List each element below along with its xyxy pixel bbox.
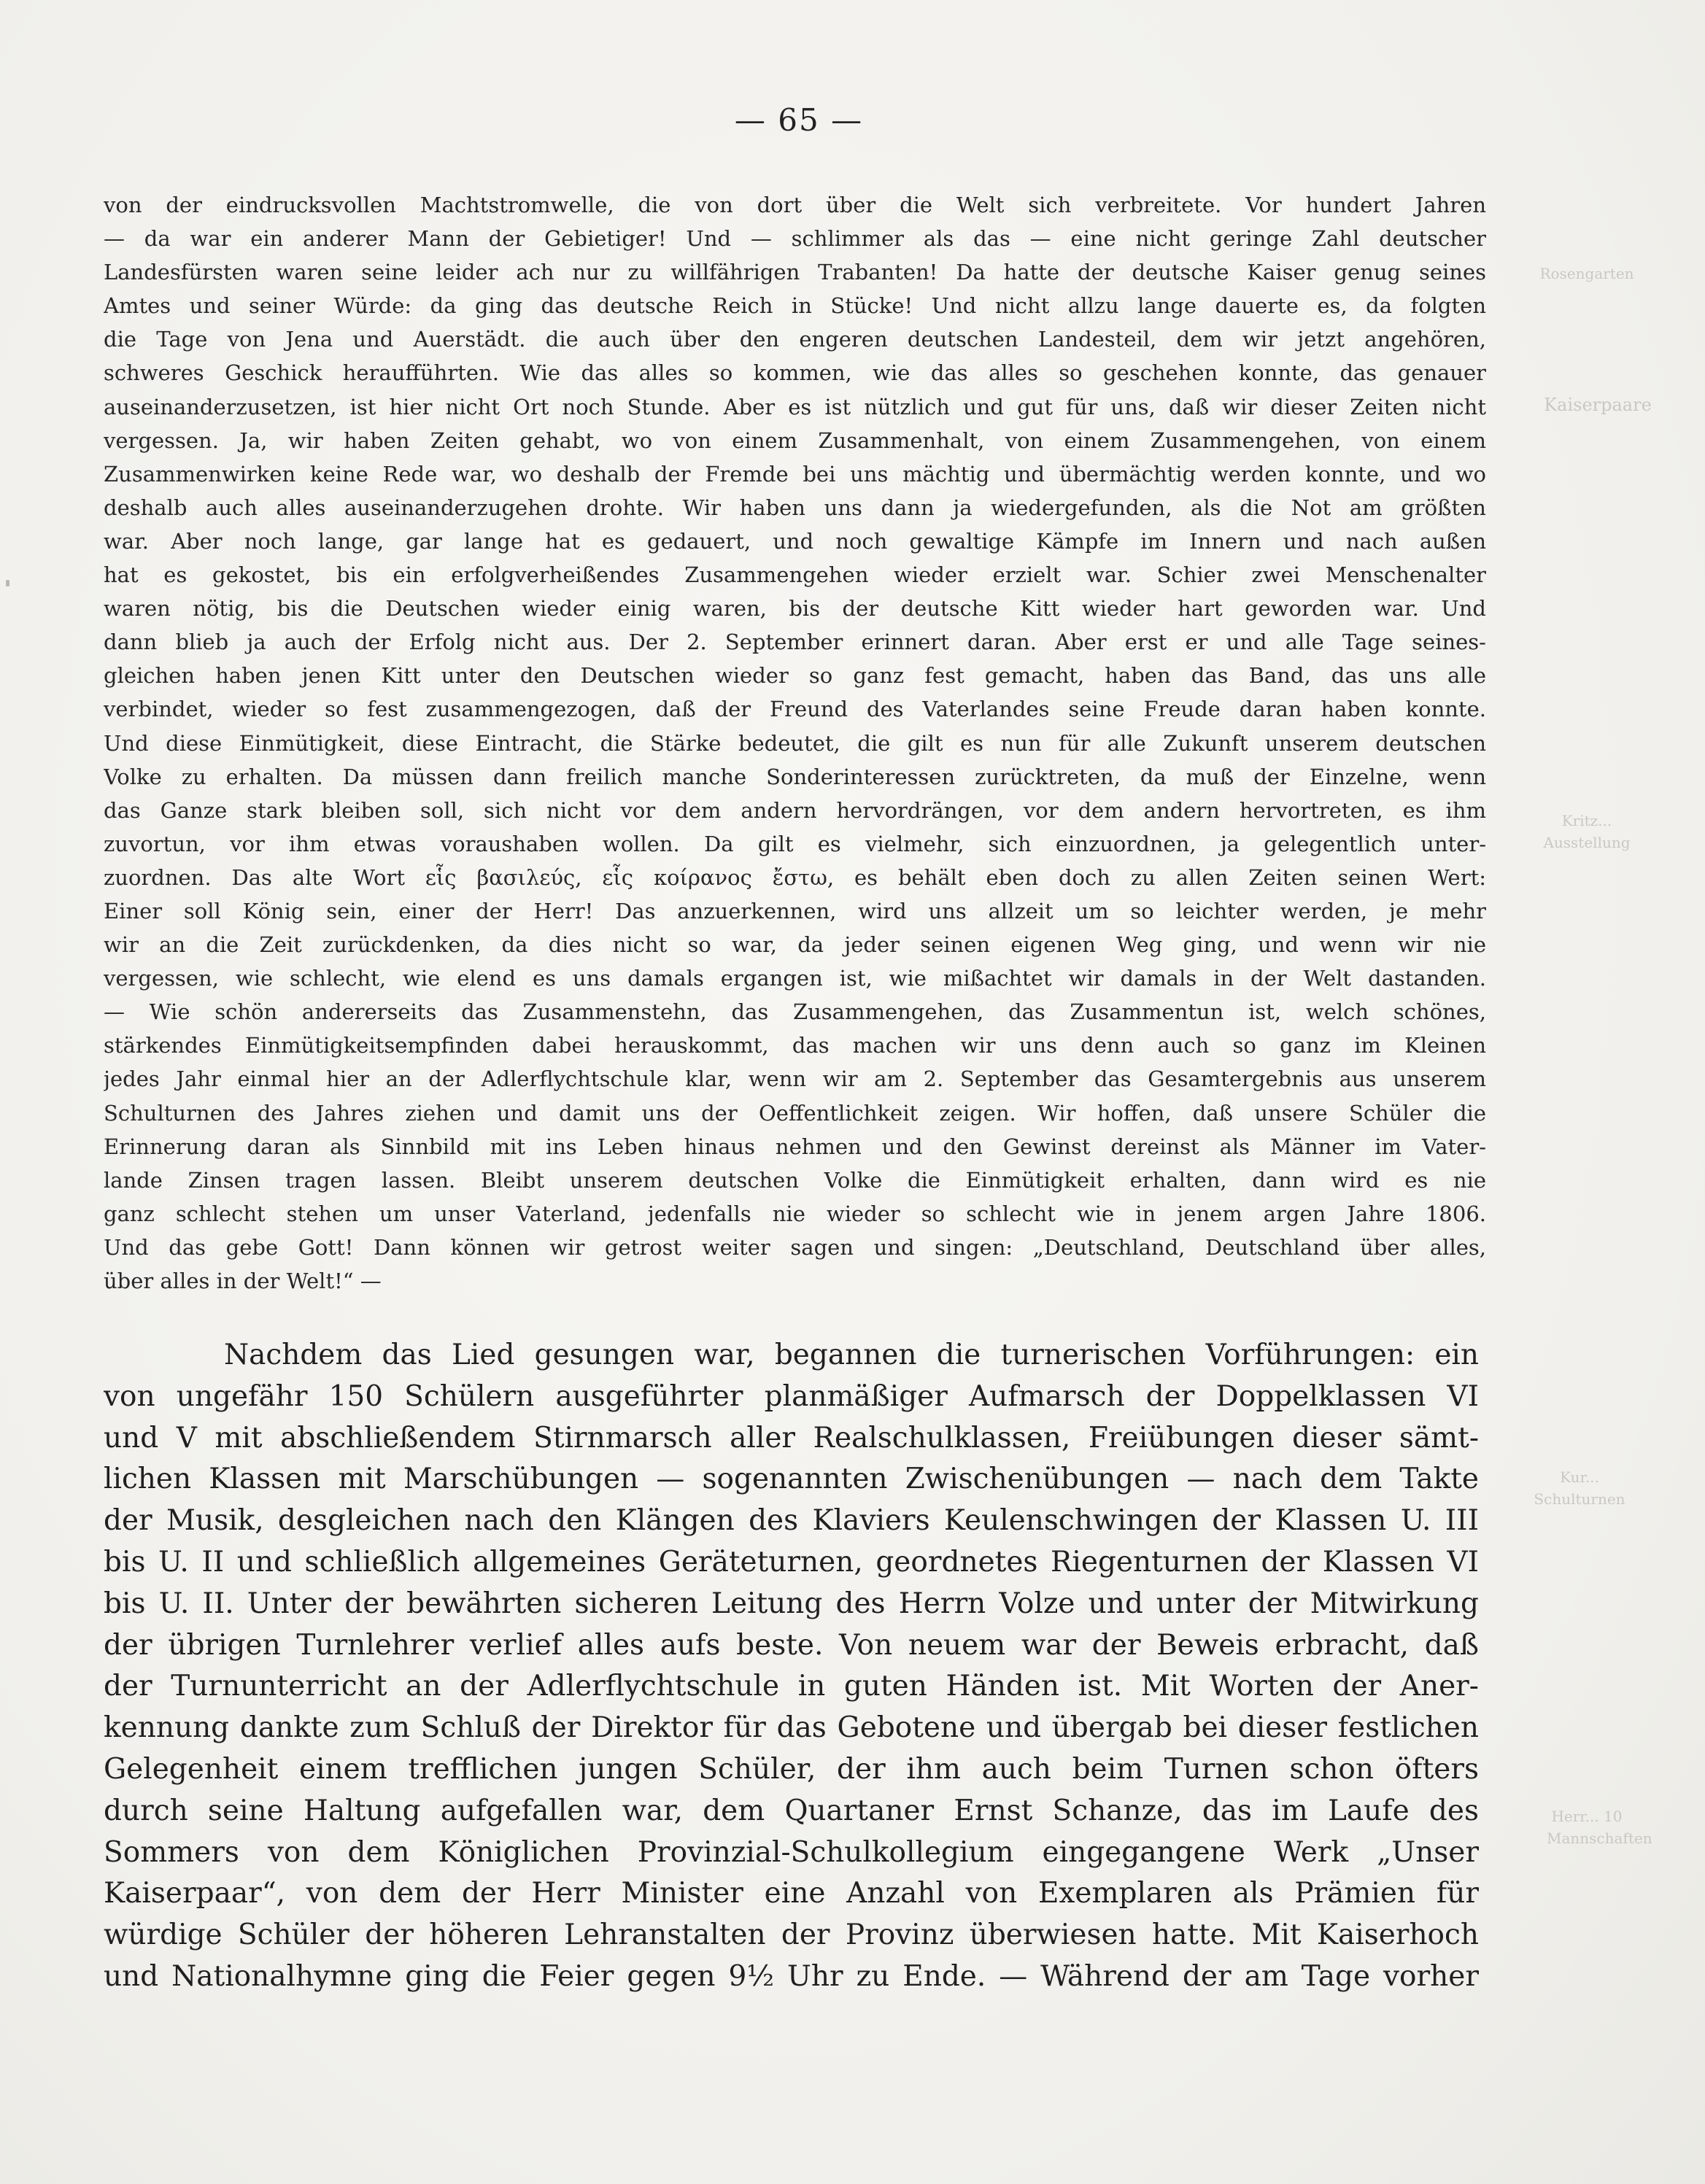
speech-line: über alles in der Welt!“ — [104,1269,382,1293]
speech-line: Und diese Einmütigkeit, diese Eintracht, die Stärke bedeutet, die gilt es nun für alle Zukunft unserem deutschen [104,730,1486,756]
speech-line: — da war ein anderer Mann der Gebietiger! Und — schlimmer als das — eine nicht geringe Zahl deutscher [104,226,1486,252]
report-line: kennung dankte zum Schluß der Direktor für das Gebotene und übergab bei dieser festlichen [104,1711,1479,1745]
speech-line: Amtes und seiner Würde: da ging das deutsche Reich in Stücke! Und nicht allzu lange dauerte es, da folgten [104,293,1486,319]
speech-line: von der eindrucksvollen Machtstromwelle, die von dort über die Welt sich verbreitete. Vor hundert Jahren [104,193,1486,217]
speech-line: die Tage von Jena und Auerstädt. die auch über den engeren deutschen Landesteil, dem wir jetzt angehören, [104,327,1486,352]
report-line: Nachdem das Lied gesungen war, begannen die turnerischen Vorführungen: ein [224,1339,1479,1371]
speech-line: Volke zu erhalten. Da müssen dann freilich manche Sonderinteressen zurücktreten, da muß der Einzelne, wenn [104,764,1486,789]
bleed-through-text: Herr... 10 Mannschaften [1547,1808,1652,1847]
speech-line: Zusammenwirken keine Rede war, wo deshalb der Fremde bei uns mächtig und übermächtig werden konnte, und wo [104,461,1486,487]
report-line: bis U. II. Unter der bewährten sicheren Leitung des Herrn Volze und unter der Mitwirkung [104,1587,1479,1620]
speech-line: vergessen. Ja, wir haben Zeiten gehabt, wo von einem Zusammenhalt, von einem Zusammengehen, von einem [104,427,1486,453]
speech-line: jedes Jahr einmal hier an der Adlerflychtschule klar, wenn wir am 2. September das Gesamtergebnis aus unserem [104,1066,1486,1092]
bleed-through-text: Kaiserpaare [1544,395,1652,415]
report-paragraph [104,1335,1479,1998]
speech-line: — Wie schön andererseits das Zusammenstehn, das Zusammengehen, das Zusammentun ist, welch schönes, [104,999,1486,1025]
report-line: würdige Schüler der höheren Lehranstalten der Provinz überwiesen hatte. Mit Kaiserhoch [104,1918,1479,1952]
report-line: und V mit abschließendem Stirnmarsch aller Realschulklassen, Freiübungen dieser sämt- [104,1421,1479,1455]
speech-line: stärkendes Einmütigkeitsempfinden dabei herauskommt, das machen wir uns denn auch so ganz im Kleinen [104,1033,1486,1058]
report-line: und Nationalhymne ging die Feier gegen 9½ Uhr zu Ende. — Während der am Tage vorher [104,1959,1479,1993]
speech-line: Und das gebe Gott! Dann können wir getrost weiter sagen und singen: „Deutschland, Deutschland über alles, [104,1234,1486,1260]
report-line: der Musik, desgleichen nach den Klängen des Klaviers Keulenschwingen der Klassen U. III [104,1504,1479,1538]
speech-line: Landesfürsten waren seine leider ach nur zu willfährigen Trabanten! Da hatte der deutsche Kaiser genug seines [104,260,1486,285]
report-line: von ungefähr 150 Schülern ausgeführter planmäßiger Aufmarsch der Doppelklassen VI [104,1379,1479,1413]
report-line: Kaiserpaar“, von dem der Herr Minister eine Anzahl von Exemplaren als Prämien für [104,1877,1479,1910]
speech-line: auseinanderzusetzen, ist hier nicht Ort noch Stunde. Aber es ist nützlich und gut für uns, daß wir dieser Zeiten nicht [104,394,1486,419]
speech-line: schweres Geschick heraufführten. Wie das alles so kommen, wie das alles so geschehen konnte, das genauer [104,360,1486,386]
report-line: der übrigen Turnlehrer verlief alles aufs beste. Von neuem war der Beweis erbracht, daß [104,1628,1479,1662]
speech-line: dann blieb ja auch der Erfolg nicht aus. Der 2. September erinnert daran. Aber erst er und alle Tage seines- [104,630,1486,655]
speech-line: zuordnen. Das alte Wort εἷς βασιλεύς, εἷς κοίρανος ἔστω, es behält eben doch zu allen Zeiten seinen Wert: [104,864,1486,890]
speech-line: waren nötig, bis die Deutschen wieder einig waren, bis der deutsche Kitt wieder hart geworden war. Und [104,596,1486,621]
report-line: Sommers von dem Königlichen Provinzial-Schulkollegium eingegangene Werk „Unser [104,1835,1479,1869]
page-number: — 65 — [734,102,864,138]
speech-line: vergessen, wie schlecht, wie elend es uns damals ergangen ist, wie mißachtet wir damals in der Welt dastanden. [104,966,1486,991]
speech-line: ganz schlecht stehen um unser Vaterland, jedenfalls nie wieder so schlecht wie in jenem argen Jahre 1806. [104,1201,1486,1226]
speech-line: Einer soll König sein, einer der Herr! Das anzuerkennen, wird uns allzeit um so leichter werden, je mehr [104,898,1486,923]
speech-line: Erinnerung daran als Sinnbild mit ins Leben hinaus nehmen und den Gewinst dereinst als Männer im Vater- [104,1134,1486,1159]
report-line: der Turnunterricht an der Adlerflychtschule in guten Händen ist. Mit Worten der Aner- [104,1670,1479,1703]
report-line: Gelegenheit einem trefflichen jungen Schüler, der ihm auch beim Turnen schon öfters [104,1752,1479,1786]
speech-line: zuvortun, vor ihm etwas voraushaben wollen. Da gilt es vielmehr, sich einzuordnen, ja gelegentlich unter- [104,831,1486,856]
paper-speck [6,580,9,586]
report-line: lichen Klassen mit Marschübungen — sogenannten Zwischenübungen — nach dem Takte [104,1463,1479,1496]
speech-line: deshalb auch alles auseinanderzugehen drohte. Wir haben uns dann ja wiedergefunden, als die Not am größten [104,495,1486,520]
speech-line: verbindet, wieder so fest zusammengezogen, daß der Freund des Vaterlandes seine Freude daran haben konnte. [104,697,1486,722]
bleed-through-text: Rosengarten [1539,265,1634,282]
bleed-through-text: Kur... Schulturnen [1534,1468,1625,1508]
speech-line: Schulturnen des Jahres ziehen und damit uns der Oeffentlichkeit zeigen. Wir hoffen, daß unsere Schüler die [104,1100,1486,1126]
bleed-through-text: Kritz... Ausstellung [1543,812,1631,851]
speech-quote-block [104,188,1486,1298]
speech-line: wir an die Zeit zurückdenken, da dies nicht so war, da jeder seinen eigenen Weg ging, und wenn wir nie [104,932,1486,958]
report-line: bis U. II und schließlich allgemeines Geräteturnen, geordnetes Riegenturnen der Klassen VI [104,1545,1479,1579]
speech-line: gleichen haben jenen Kitt unter den Deutschen wieder so ganz fest gemacht, haben das Band, das uns alle [104,663,1486,689]
speech-line: war. Aber noch lange, gar lange hat es gedauert, und noch gewaltige Kämpfe im Innern und nach außen [104,528,1486,554]
report-line: durch seine Haltung aufgefallen war, dem Quartaner Ernst Schanze, das im Laufe des [104,1794,1479,1827]
speech-line: das Ganze stark bleiben soll, sich nicht vor dem andern hervordrängen, vor dem andern hervortreten, es ihm [104,797,1486,823]
speech-line: hat es gekostet, bis ein erfolgverheißendes Zusammengehen wieder erzielt war. Schier zwei Menschenalter [104,562,1486,588]
speech-line: lande Zinsen tragen lassen. Bleibt unserem deutschen Volke die Einmütigkeit erhalten, dann wird es nie [104,1167,1486,1193]
